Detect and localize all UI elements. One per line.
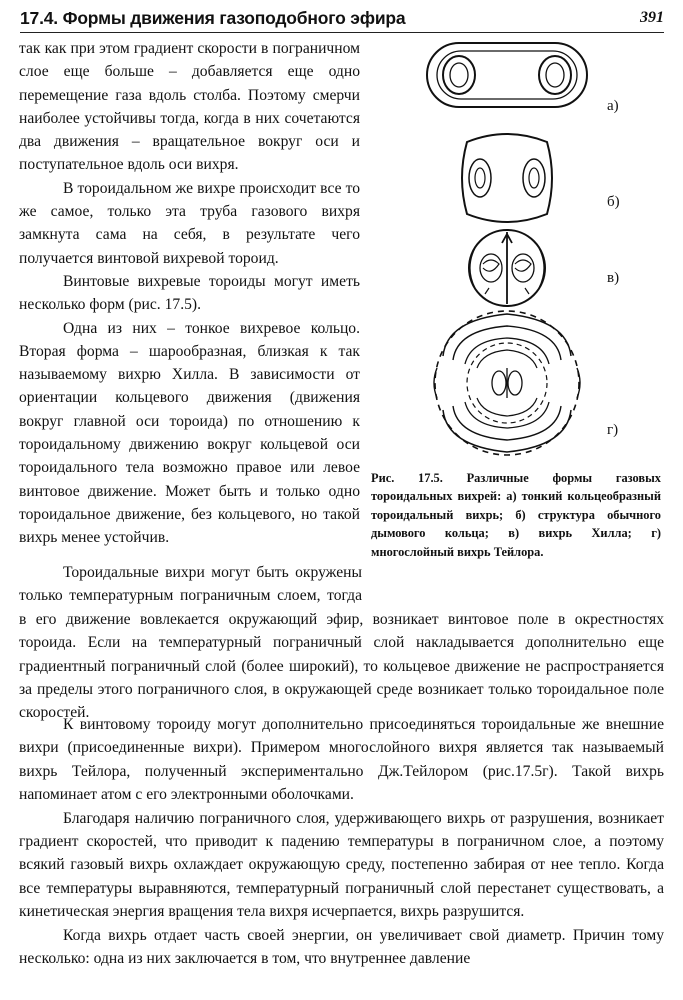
figure-label-d: г) [607, 422, 619, 438]
page-number: 391 [640, 9, 664, 26]
figure-drawing [385, 38, 670, 458]
figure-label-b: б) [607, 194, 620, 210]
full-width-text [19, 713, 664, 970]
body-text [19, 561, 664, 725]
paragraph-2: В тороидальном же вихре происходит все то же самое, только эта труба газового вихря замкнута сама на себя, в результате чего получается винтовой вихревой тороид. [19, 179, 360, 267]
paragraph-3: Винтовые вихревые тороиды могут иметь несколько форм (рис. 17.5). [19, 272, 360, 314]
figure-label-a: а) [607, 98, 619, 114]
paragraph-4: Одна из них – тонкое вихревое кольцо. Вторая форма – шарообразная, близкая к так называемому вихрю Хилла. В зависимости от ориентации кольцевого движения (движения вокруг главной оси тороида) по отношению к тороидальному движению вокруг кольцевой оси тороидального тела возможно правое или левое винтовое движение. Может быть и только одно тороидальное движение, без кольцевого, но такой вихрь менее устойчив. [19, 319, 360, 547]
left-column-text [19, 37, 360, 550]
figure-label-c: в) [607, 270, 620, 286]
smoke-ring-diagram [462, 134, 552, 222]
hill-vortex-diagram [469, 230, 545, 306]
paragraph-6: К винтовому тороиду могут дополнительно присоединяться тороидальные же внешние вихри (присоединенные вихри). Примером многослойного вихря является так называемый вихрь Тейлора, полученный экспериментально Дж.Тейлором (рис.17.5г). Такой вихрь напоминает атом с его электронными оболочками. [19, 716, 664, 804]
page-header [20, 6, 664, 33]
caption-float-spacer [362, 561, 664, 597]
figure-caption: Рис. 17.5. Различные формы газовых тороидальных вихрей: а) тонкий кольцеобразный тороидальный вихрь; б) структура обычного дымового кольца; в) вихрь Хилла; г) многослойный вихрь Тейлора. [371, 471, 661, 559]
thin-ring-diagram [427, 43, 587, 107]
figure-17-5 [385, 38, 670, 458]
paragraph-8: Когда вихрь отдает часть своей энергии, он увеличивает свой диаметр. Причин тому несколько: одна из них заключается в том, что внутреннее давление [19, 926, 664, 968]
paragraph-1: так как при этом градиент скорости в пограничном слое еще больше – добавляется еще одно перемещение газа вдоль столба. Поэтому смерчи наиболее устойчивы тогда, когда в них сочетаются два движения – вращательное вокруг оси и поступательное вдоль оси вихря. [19, 40, 360, 174]
paragraph-7: Благодаря наличию пограничного слоя, удерживающего вихрь от разрушения, возникает градиент скоростей, что приводит к падению температуры в пограничном слое, а поэтому всякий газовый вихрь охлаждает окружающую среду, постепенно забирая от нее тепло. Когда все температуры выравняются, температурный пограничный слой перестанет существовать, а кинетическая энергия вращения тела вихря исчерпается, вихрь разрушится. [19, 809, 664, 921]
taylor-vortex-diagram [434, 311, 580, 455]
section-title: 17.4. Формы движения газоподобного эфира [20, 8, 406, 28]
wrap-paragraph: Тороидальные вихри могут быть окружены только температурным пограничным слоем, тогда в его движение вовлекается окружающий эфир, возникает винтовое поле в окрестностях тороида. Если на температурный пограничный слой накладывается дополнительно еще градиентный пограничный слой (более широкий), то кольцевое движение не распространяется за пределы этого пограничного слоя, в окружающей среде возникает только тороидальное поле скоростей. [19, 561, 664, 725]
